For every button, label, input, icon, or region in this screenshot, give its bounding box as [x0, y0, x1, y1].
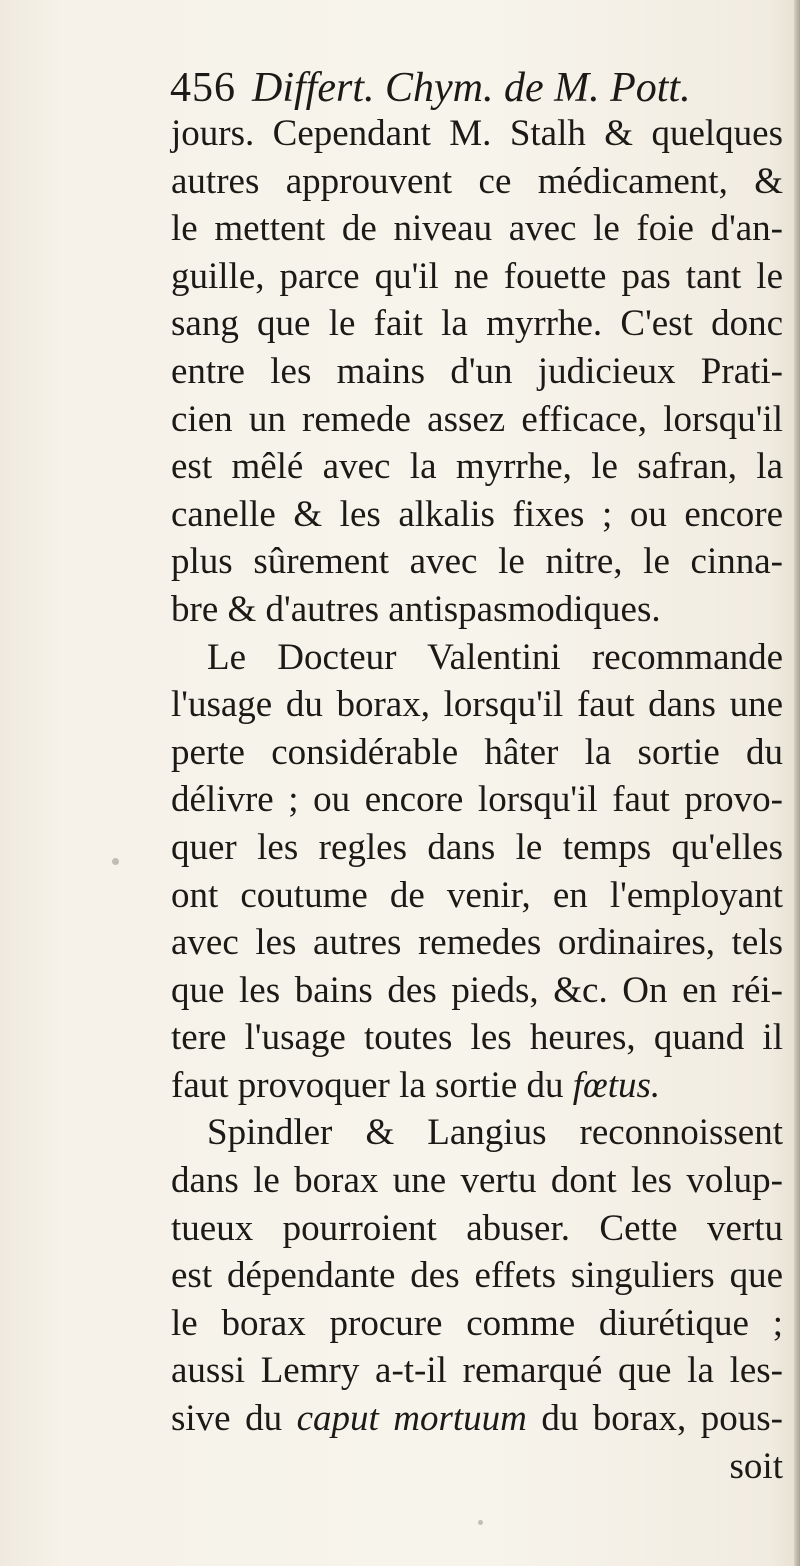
- page-number: 456: [170, 65, 236, 111]
- running-title: Differt. Chym. de M. Pott.: [252, 65, 691, 111]
- line-text: du borax, pous-: [526, 1398, 783, 1440]
- text-line: délivre ; ou encore lorsqu'il faut provo-: [171, 779, 783, 821]
- body-text: [171, 110, 783, 1490]
- text-line: tere l'usage toutes les heures, quand il: [171, 1017, 783, 1059]
- text-line: cien un remede assez efficace, lorsqu'il: [171, 398, 783, 440]
- page-edge: [794, 0, 800, 1566]
- page-header: [170, 63, 770, 113]
- text-line: le mettent de niveau avec le foie d'an-: [171, 208, 783, 250]
- text-line: sang que le fait la myrrhe. C'est donc: [171, 303, 783, 345]
- text-line: guille, parce qu'il ne fouette pas tant le: [171, 255, 783, 297]
- text-line: est mêlé avec la myrrhe, le safran, la: [171, 446, 783, 488]
- text-line: perte considérable hâter la sortie du: [171, 731, 783, 773]
- paper-speck: [478, 1520, 483, 1525]
- text-line: quer les regles dans le temps qu'elles: [171, 826, 783, 868]
- text-line: tueux pourroient abuser. Cette vertu: [171, 1207, 783, 1249]
- text-line: plus sûrement avec le nitre, le cinna-: [171, 541, 783, 583]
- text-line: le borax procure comme diurétique ;: [171, 1302, 783, 1344]
- text-line: autres approuvent ce médicament, &: [171, 160, 783, 202]
- catchword: soit: [729, 1445, 783, 1487]
- text-line: que les bains des pieds, &c. On en réi-: [171, 969, 783, 1011]
- paragraph-end-line: [171, 1062, 783, 1110]
- line-text: sive du: [171, 1398, 297, 1440]
- paragraph-start-line: Le Docteur Valentini recommande: [207, 636, 783, 678]
- paragraph-end-line: bre & d'autres antispasmodiques.: [171, 588, 661, 630]
- paper-speck: [112, 858, 119, 865]
- text-line: ont coutume de venir, en l'employant: [171, 874, 783, 916]
- italic-term-caput-mortuum: caput mortuum: [296, 1398, 527, 1440]
- text-line: entre les mains d'un judicieux Prati-: [171, 350, 783, 392]
- text-line: [171, 1395, 783, 1443]
- text-line: avec les autres remedes ordinaires, tels: [171, 922, 783, 964]
- line-text: faut provoquer la sortie du: [171, 1064, 573, 1106]
- text-line: canelle & les alkalis fixes ; ou encore: [171, 493, 783, 535]
- text-line: aussi Lemry a-t-il remarqué que la les-: [171, 1350, 783, 1392]
- italic-term-foetus: fœtus.: [572, 1064, 661, 1106]
- text-line: l'usage du borax, lorsqu'il faut dans une: [171, 684, 783, 726]
- text-line: est dépendante des effets singuliers que: [171, 1255, 783, 1297]
- text-line: jours. Cependant M. Stalh & quelques: [171, 113, 783, 154]
- text-line: dans le borax une vertu dont les volup-: [171, 1160, 783, 1202]
- paragraph-start-line: Spindler & Langius reconnoissent: [207, 1112, 783, 1154]
